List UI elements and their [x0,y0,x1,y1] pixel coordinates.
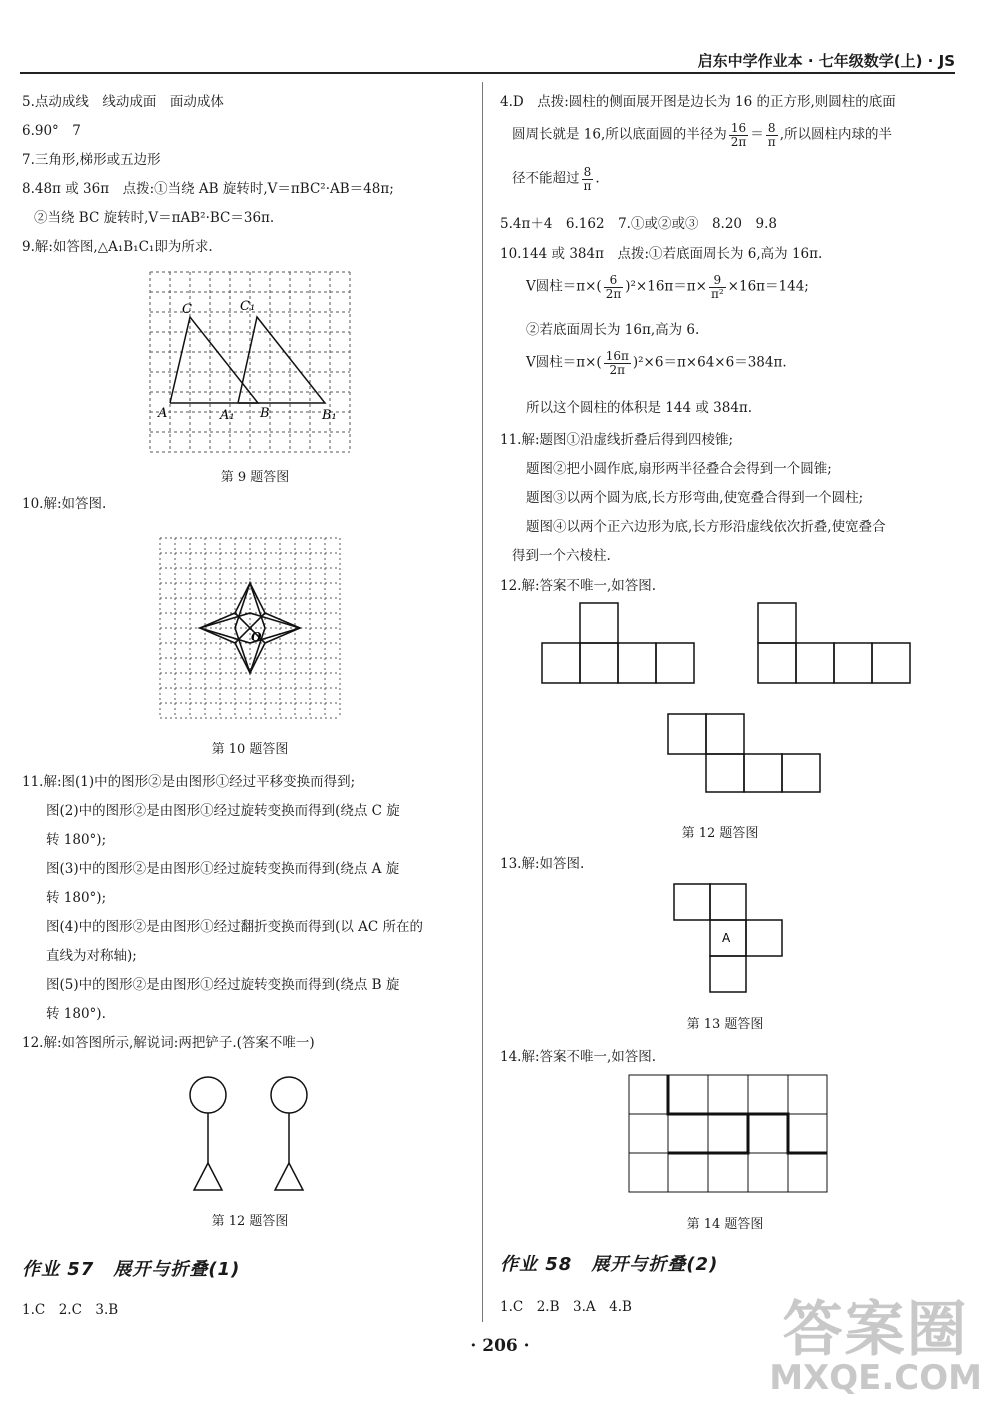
limit-text: 径不能超过 [512,170,580,187]
label-a: A [158,406,168,421]
fraction-8-pi [766,122,778,148]
answer-10-right: 10.144 或 384π 点拨:①若底面周长为 6,高为 16π. [500,246,823,262]
volume-case-1 [526,274,809,300]
answers-57: 1.C 2.C 3.B [22,1302,119,1318]
radius-text: 圆周长就是 16,所以底面圆的半径为 [512,126,727,143]
vol-text-mid: )²×16π＝π× [625,278,707,295]
answer-7: 7.三角形,梯形或五边形 [22,152,161,168]
column-divider [482,82,483,1322]
label-b: B [260,406,270,421]
page-header: 启东中学作业本 · 七年级数学(上) · JS [697,52,955,70]
volume-case-2 [526,350,787,376]
vol-text: V圆柱＝π×( [526,278,602,295]
answer-11-l1: 11.解:图(1)中的图形②是由图形①经过平移变换而得到; [22,774,356,790]
figure-10 [160,538,342,720]
watermark-text: 答案圈 [782,1295,969,1365]
answer-8-cont: ②当绕 BC 旋转时,V＝πAB²·BC＝36π. [34,210,275,226]
answer-9: 9.解:如答图,△A₁B₁C₁即为所求. [22,239,213,255]
answer-14: 14.解:答案不唯一,如答图. [500,1049,657,1065]
answer-8: 8.48π 或 36π 点拨:①当绕 AB 旋转时,V＝πBC²·AB＝48π; [22,181,394,197]
figure-14 [628,1074,830,1194]
limit-end: . [595,170,600,187]
answers-5-9: 5.4π＋4 6.162 7.①或②或③ 8.20 9.8 [500,216,777,232]
figure-12-shovels [188,1075,318,1195]
answers-58: 1.C 2.B 3.A 4.B [500,1299,632,1315]
vol2-text: V圆柱＝π×( [526,354,602,371]
frac-den: 2π [605,286,622,301]
section-58-title: 作业 58 展开与折叠(2) [500,1254,719,1275]
watermark-url: MXQE.COM [769,1358,982,1398]
answer-11-l9: 转 180°). [46,1006,106,1022]
label-a1: A₁ [220,408,235,423]
figure-12-nets [540,603,940,793]
answer-11-l2: 图(2)中的图形②是由图形①经过旋转变换而得到(绕点 C 旋 [46,803,400,819]
answer-11-l8: 图(5)中的图形②是由图形①经过旋转变换而得到(绕点 B 旋 [46,977,400,993]
fraction-9-pi2 [709,274,726,300]
caption-fig12-right: 第 12 题答图 [681,826,759,841]
vol2-text-end: )²×6＝π×64×6＝384π. [632,354,787,371]
caption-fig9: 第 9 题答图 [220,470,290,485]
frac-num: 16π [605,349,629,363]
answer-11-l7: 直线为对称轴); [46,948,137,964]
fraction-6-2pi [604,274,624,300]
caption-fig12-left: 第 12 题答图 [211,1214,289,1229]
radius-text-end: ,所以圆柱内球的半 [779,126,892,143]
answer-11-right-l4: 题图④以两个正六边形为底,长方形沿虚线依次折叠,使宽叠合 [526,519,886,535]
label-o: O [251,630,262,644]
answer-11-l3: 转 180°); [46,832,107,848]
header-rule [20,72,955,74]
frac-den: 2π [609,362,626,377]
answer-5: 5.点动成线 线动成面 面动成体 [22,94,224,110]
answer-4-radius [512,122,892,148]
figure-9 [150,272,360,452]
frac-den: 2π [730,134,747,149]
label-c1: C₁ [240,299,256,314]
answer-11-l6: 图(4)中的图形②是由图形①经过翻折变换而得到(以 AC 所在的 [46,919,424,935]
label-c: C [182,302,192,317]
answer-11-l5: 转 180°); [46,890,107,906]
label-a-cell: A [722,931,731,945]
answer-11-right-l3: 题图③以两个圆为底,长方形弯曲,使宽叠合得到一个圆柱; [526,490,864,506]
case-2: ②若底面周长为 16π,高为 6. [526,322,700,338]
equals: ＝ [750,126,764,143]
frac-den: π² [710,286,724,301]
answer-11-right-l1: 11.解:题图①沿虚线折叠后得到四棱锥; [500,432,734,448]
frac-num: 16 [729,122,749,136]
frac-den: π [583,178,592,193]
caption-fig14: 第 14 题答图 [686,1217,764,1232]
answer-6: 6.90° 7 [22,123,81,139]
answer-4: 4.D 点拨:圆柱的侧面展开图是边长为 16 的正方形,则圆柱的底面 [500,94,896,110]
answer-4-limit [512,166,600,192]
frac-num: 6 [604,274,624,288]
answer-12-right: 12.解:答案不唯一,如答图. [500,578,657,594]
frac-num: 8 [766,122,778,136]
answer-12: 12.解:如答图所示,解说词:两把铲子.(答案不唯一) [22,1035,315,1051]
watermark [769,1295,982,1398]
answer-10: 10.解:如答图. [22,496,107,512]
answer-11-right-l2: 题图②把小圆作底,扇形两半径叠合会得到一个圆锥; [526,461,832,477]
fraction-16-2pi [729,122,749,148]
frac-num: 9 [709,274,726,288]
frac-num: 8 [582,166,594,180]
fraction-16pi-2pi [604,350,631,376]
caption-fig10: 第 10 题答图 [211,742,289,757]
answer-11-right-l5: 得到一个六棱柱. [512,548,611,564]
fraction-8-pi-b [582,166,594,192]
page-number: · 206 · [470,1336,530,1356]
figure-13 [672,882,784,994]
answer-11-l4: 图(3)中的图形②是由图形①经过旋转变换而得到(绕点 A 旋 [46,861,400,877]
answer-13: 13.解:如答图. [500,856,585,872]
caption-fig13: 第 13 题答图 [686,1017,764,1032]
volume-conclusion: 所以这个圆柱的体积是 144 或 384π. [526,400,753,416]
vol-text-end: ×16π＝144; [727,278,809,295]
frac-den: π [767,134,776,149]
section-57-title: 作业 57 展开与折叠(1) [22,1259,241,1280]
label-b1: B₁ [322,408,337,423]
